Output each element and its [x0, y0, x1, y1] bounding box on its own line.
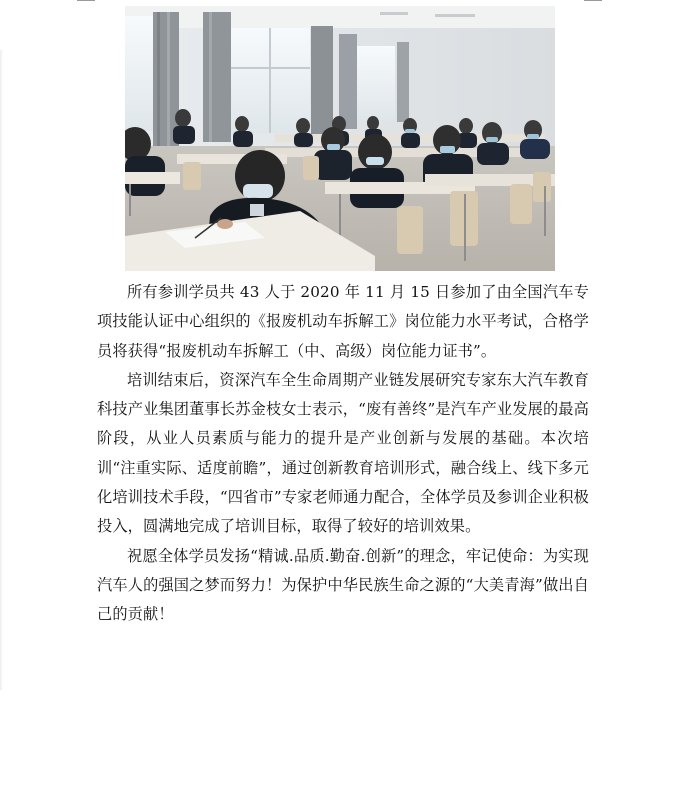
paragraph-exam-info: 所有参训学员共 43 人于 2020 年 11 月 15 日参加了由全国汽车专项技能认证中心组织的《报废机动车拆解工》岗位能力水平考试，合格学员将获得“报废机动车拆解工（中、高级）岗位能力证书”。 [97, 283, 589, 360]
page-edge-shadow [0, 50, 3, 690]
crop-mark-top-right [584, 0, 602, 1]
crop-mark-top-left [77, 0, 95, 1]
article-body [97, 278, 589, 630]
paragraph-closing-wishes: 祝愿全体学员发扬“精诚.品质.勤奋.创新”的理念，牢记使命：为实现汽车人的强国之梦而努力！为保护中华民族生命之源的“大美青海”做出自己的贡献！ [97, 546, 589, 624]
exam-room-photo [125, 6, 555, 271]
paragraph-training-summary: 培训结束后，资深汽车全生命周期产业链发展研究专家东大汽车教育科技产业集团董事长苏金枝女士表示，“废有善终”是汽车产业发展的最高阶段，从业人员素质与能力的提升是产业创新与发展的基础。本次培训“注重实际、适度前瞻”，通过创新教育培训形式，融合线上、线下多元化培训技术手段，“四省市”专家老师通力配合，全体学员及参训企业积极投入，圆满地完成了培训目标，取得了较好的培训效果。 [97, 370, 589, 536]
